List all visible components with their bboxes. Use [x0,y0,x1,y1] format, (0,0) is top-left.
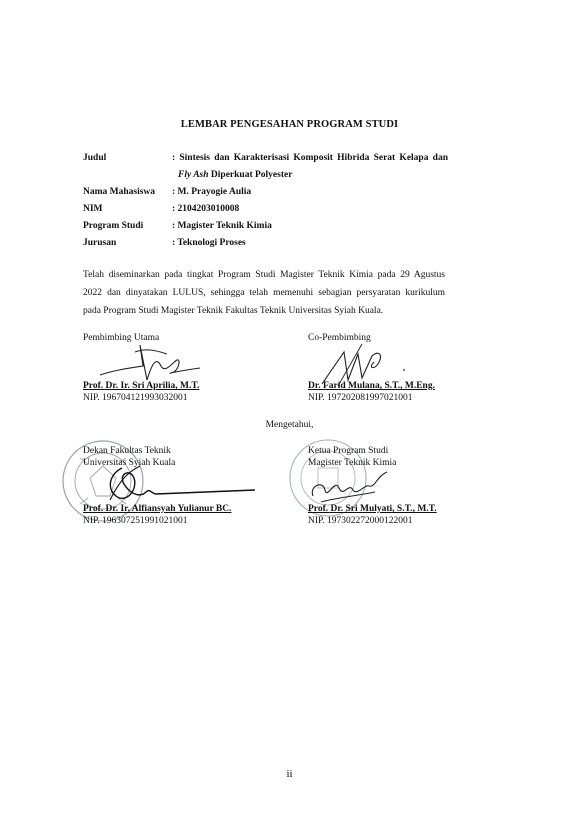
field-value-judul [172,150,448,184]
field-value-nama: : M. Prayogie Aulia [172,187,252,197]
ketua-role-line2: Magister Teknik Kimia [308,458,397,468]
dekan-nip: NIP. 196307251991021001 [83,516,188,526]
field-label-nama: Nama Mahasiswa [83,187,156,197]
signature-pembimbing-utama [95,340,205,385]
dekan-role-line2: Universitas Syiah Kuala [83,458,176,468]
pembimbing-utama-role: Pembimbing Utama [83,333,160,343]
pembimbing-utama-name: Prof. Dr. Ir. Sri Aprilia, M.T. [83,381,200,391]
page-number: ii [286,768,293,780]
field-value-jurusan: : Teknologi Proses [172,238,246,248]
judul-line2-rest: Diperkuat Polyester [208,170,293,180]
mengetahui-label: Mengetahui, [265,420,314,430]
approval-paragraph [83,266,445,320]
dekan-name: Prof. Dr. Ir. Alfiansyah Yulianur BC. [83,504,232,514]
ketua-nip: NIP. 197302272000122001 [308,516,413,526]
co-pembimbing-nip: NIP. 197202081997021001 [308,393,413,403]
ketua-name: Prof. Dr. Sri Mulyati, S.T., M.T. [308,504,437,514]
judul-line1: : Sintesis dan Karakterisasi Komposit Hibrida Serat Kelapa dan [172,153,448,163]
signature-ketua [305,466,395,508]
paragraph-line3: pada Program Studi Magister Teknik Fakultas Teknik Universitas Syiah Kuala. [83,306,384,316]
paragraph-line2: 2022 dan dinyatakan LULUS, sehingga telah memenuhi sebagian persyaratan kurikulum [83,288,445,298]
co-pembimbing-role: Co-Pembimbing [308,333,371,343]
field-value-nim: : 2104203010008 [172,204,240,214]
judul-italic-term: Fly Ash [178,170,209,180]
field-label-prodi: Program Studi [83,221,144,231]
co-pembimbing-name: Dr. Farid Mulana, S.T., M.Eng. [308,381,435,391]
dekan-role-line1: Dekan Fakultas Teknik [83,446,171,456]
pembimbing-utama-nip: NIP. 196704121993032001 [83,393,188,403]
field-value-prodi: : Magister Teknik Kimia [172,221,272,231]
field-label-judul: Judul [83,153,107,163]
paragraph-line1: Telah diseminarkan pada tingkat Program Studi Magister Teknik Kimia pada 29 Agustus [83,270,445,280]
field-label-nim: NIM [83,204,103,214]
field-label-jurusan: Jurusan [83,238,117,248]
page-title: LEMBAR PENGESAHAN PROGRAM STUDI [180,119,399,130]
signature-dekan [80,460,260,510]
ketua-role-line1: Ketua Program Studi [308,446,389,456]
